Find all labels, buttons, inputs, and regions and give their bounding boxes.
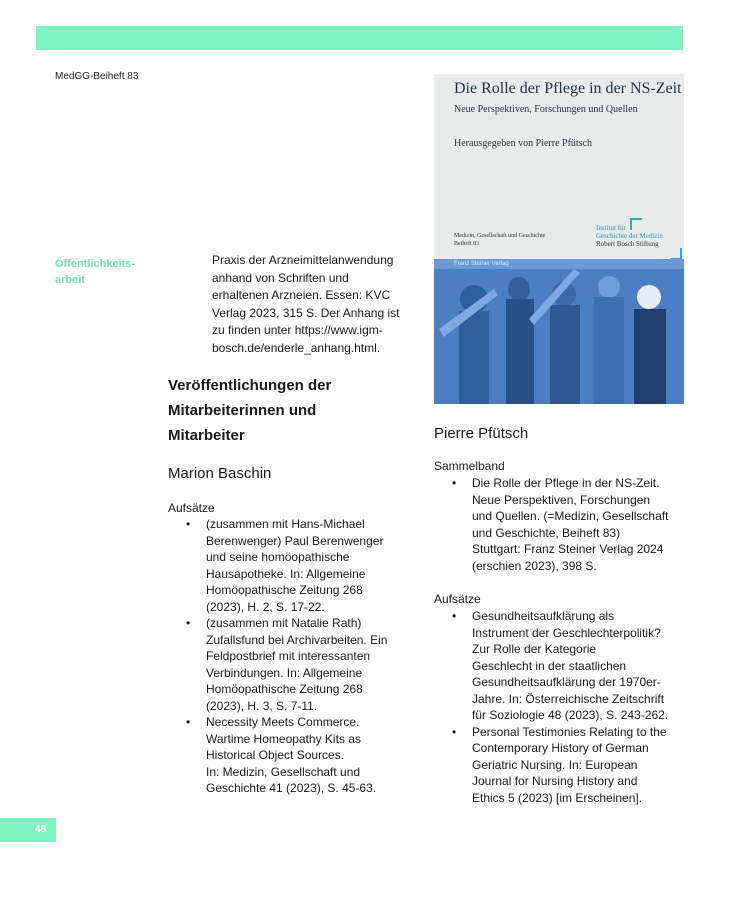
text-line: (zusammen mit Natalie Rath) [206, 616, 362, 630]
list-item [434, 608, 668, 724]
cover-publisher: Franz Steiner Verlag [454, 261, 509, 267]
text-line: Feldpostbrief mit interessanten [206, 649, 371, 663]
author-name-baschin: Marion Baschin [168, 465, 272, 482]
text-line: Instrument der Geschlechterpolitik? [472, 625, 661, 640]
aufsaetze-label-pfuetsch: Aufsätze [434, 592, 481, 606]
text-line: Stuttgart: Franz Steiner Verlag 2024 [472, 542, 664, 556]
text-line: Homöopathische Zeitung 268 [206, 682, 363, 696]
series-label: MedGG-Beiheft 83 [55, 71, 139, 82]
page-number: 48 [35, 824, 47, 835]
page-number-tab [0, 818, 56, 842]
text-line: (erschien 2023), 398 S. [472, 558, 597, 573]
top-accent-bar [36, 26, 683, 50]
cover-photo [434, 259, 684, 404]
text-line: Verlag 2023, 315 S. Der Anhang ist [212, 305, 400, 320]
baschin-publication-list [168, 516, 387, 797]
text-line: Geriatric Nursing. In: European [472, 757, 638, 772]
text-line: Die Rolle der Pflege in der NS-Zeit. [472, 476, 660, 490]
text-line: Berenwenger) Paul Berenwenger [206, 533, 384, 548]
book-cover-image [434, 74, 684, 404]
author-name-pfuetsch: Pierre Pfütsch [434, 425, 529, 442]
cover-series-line: Beiheft 83 [454, 241, 480, 247]
pfuetsch-sammelband-list [434, 475, 668, 574]
text-line: Historical Object Sources. [206, 748, 345, 762]
sidebar-heading-line: Öffentlichkeits- [55, 258, 136, 270]
text-line: anhand von Schriften und [212, 270, 349, 285]
bullet: • [452, 724, 457, 739]
cover-title: Die Rolle der Pflege in der NS-Zeit [454, 80, 682, 97]
list-item [168, 714, 387, 797]
bullet: • [186, 517, 191, 531]
sammelband-label: Sammelband [434, 459, 505, 473]
text-line: Jahre. In: Österreichische Zeitschrift [472, 691, 665, 706]
cover-series-line: Medizin, Gesellschaft und Geschichte [454, 233, 546, 239]
text-line: Neue Perspektiven, Forschungen [472, 492, 651, 507]
text-line: Gesundheitsaufklärung der 1970er- [472, 675, 661, 689]
text-line: (zusammen mit Hans-Michael [206, 517, 365, 531]
text-line: Ethics 5 (2023) [im Erscheinen]. [472, 790, 643, 805]
list-item [168, 615, 387, 714]
text-line: Contemporary History of German [472, 741, 649, 755]
list-item [434, 724, 668, 807]
text-line: Geschichte 41 (2023), S. 45-63. [206, 781, 377, 795]
sidebar-heading-line: arbeit [55, 274, 85, 286]
text-line: Wartime Homeopathy Kits as [206, 731, 361, 746]
text-line: Praxis der Arzneimittelanwendung [212, 253, 394, 267]
section-heading [168, 373, 331, 448]
cover-foundation: Robert Bosch Stiftung [596, 240, 659, 248]
text-line: Geschlecht in der staatlichen [472, 658, 627, 673]
cover-subtitle: Neue Perspektiven, Forschungen und Quellen [454, 104, 638, 115]
text-line: Journal for Nursing History and [472, 774, 638, 788]
text-line: In: Medizin, Gesellschaft und [206, 764, 361, 779]
text-line: (2023), H. 3, S. 7-11. [206, 698, 318, 713]
text-line: Verbindungen. In: Allgemeine [206, 665, 363, 680]
bullet: • [186, 616, 191, 630]
section-heading-line: Veröffentlichungen der [168, 377, 332, 394]
cover-editor: Herausgegeben von Pierre Pfütsch [454, 138, 593, 149]
text-line: und seine homöopathische [206, 550, 350, 564]
text-line: und Geschichte, Beiheft 83) [472, 525, 621, 540]
text-line: Homöopathische Zeitung 268 [206, 583, 363, 597]
cover-institute [596, 224, 663, 248]
text-line: Necessity Meets Commerce. [206, 715, 360, 729]
bullet: • [452, 476, 457, 490]
text-line: zu finden unter https://www.igm- [212, 323, 383, 337]
section-heading-line: Mitarbeiter [168, 427, 245, 444]
section-heading-line: Mitarbeiterinnen und [168, 402, 317, 419]
cover-institute-line: Institut für [596, 224, 626, 232]
text-line: bosch.de/enderle_anhang.html. [212, 340, 381, 355]
text-line: Gesundheitsaufklärung als [472, 609, 615, 623]
text-line: und Quellen. (=Medizin, Gesellschaft [472, 509, 669, 523]
aufsaetze-label-baschin: Aufsätze [168, 501, 215, 515]
text-line: Hausapotheke. In: Allgemeine [206, 566, 366, 581]
cover-institute-line: Geschichte der Medizin [596, 232, 663, 240]
cover-series [454, 232, 545, 248]
text-line: (2023), H. 2, S. 17-22. [206, 599, 325, 614]
bullet: • [186, 715, 191, 729]
text-line: Personal Testimonies Relating to the [472, 724, 667, 739]
continuation-text [212, 252, 412, 357]
pfuetsch-aufsaetze-list [434, 608, 668, 806]
list-item [434, 475, 668, 574]
list-item [168, 516, 387, 615]
text-line: für Soziologie 48 (2023), S. 243-262. [472, 708, 669, 722]
text-line: Zufallsfund bei Archivarbeiten. Ein [206, 632, 388, 647]
text-line: erhaltenen Arzneien. Essen: KVC [212, 288, 391, 302]
text-line: Zur Rolle der Kategorie [472, 642, 597, 656]
bullet: • [452, 609, 457, 623]
sidebar-heading [55, 256, 135, 288]
